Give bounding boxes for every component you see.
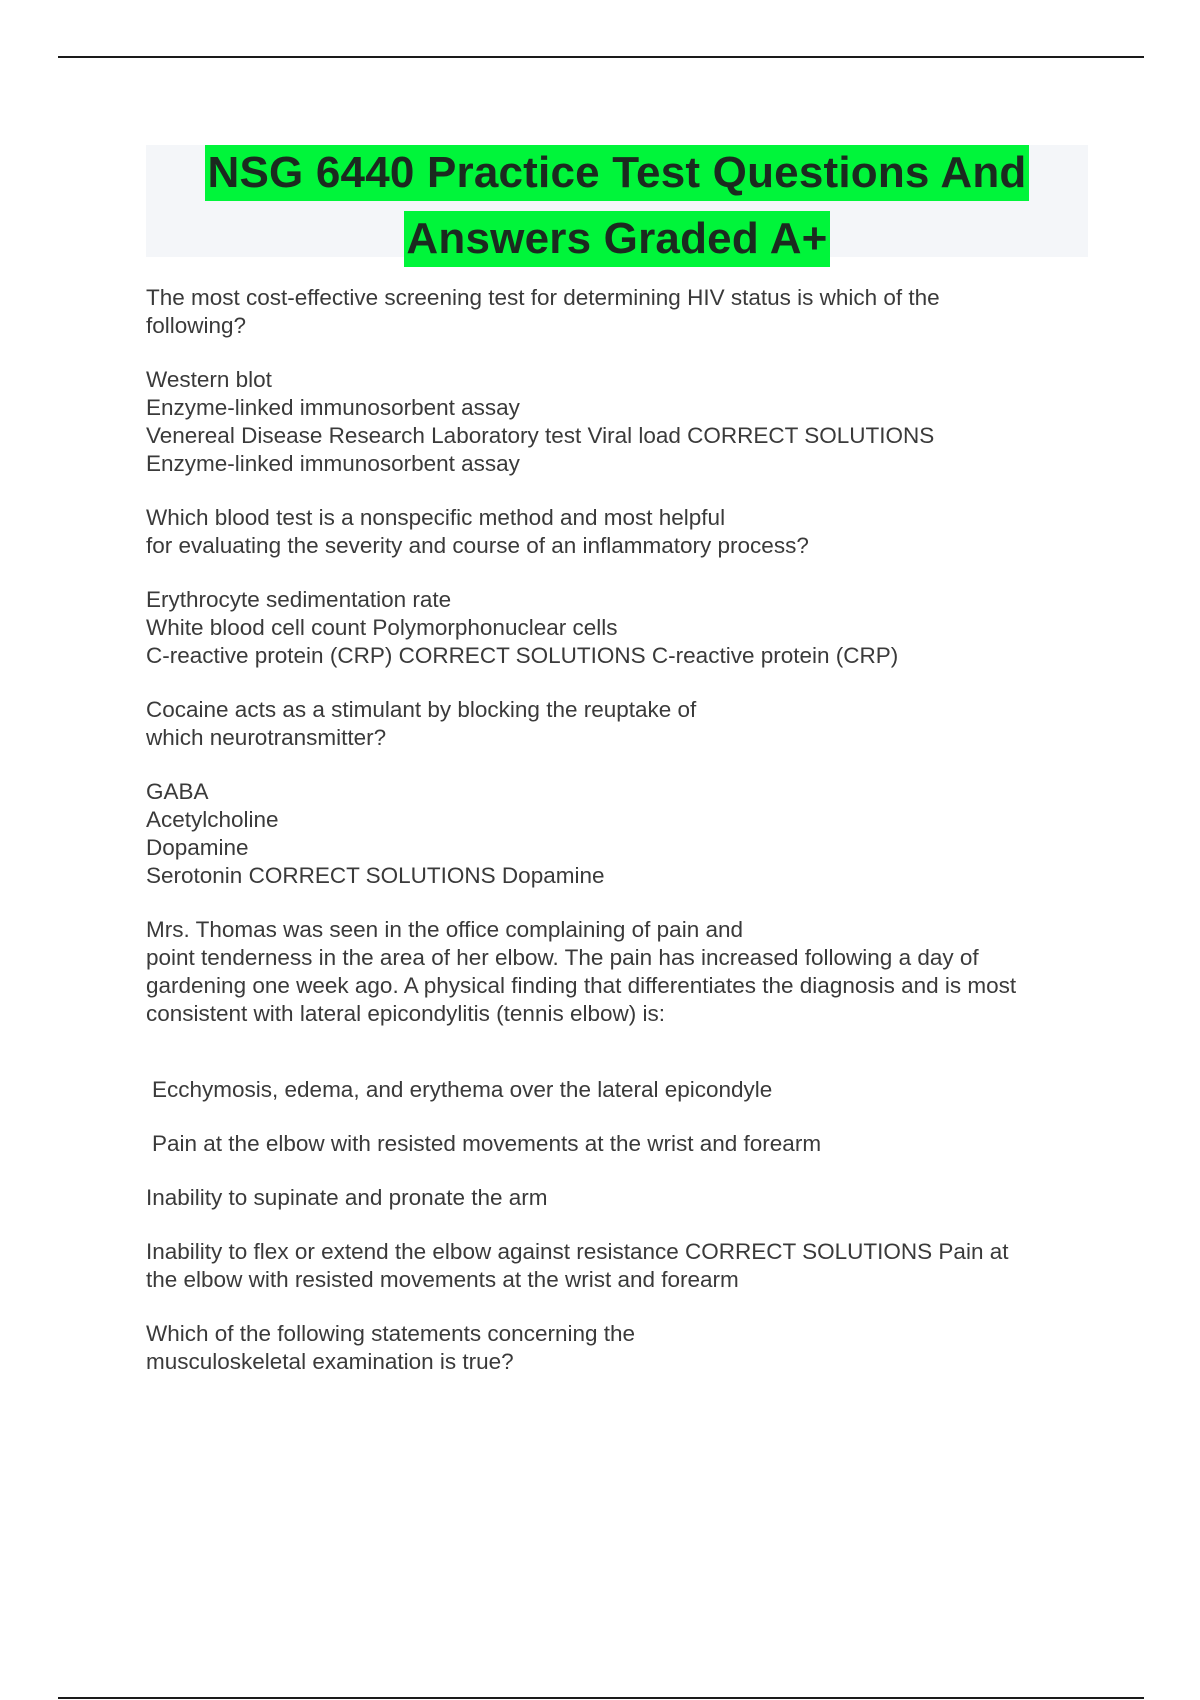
question-text: Which of the following statements concerning the [146, 1321, 636, 1346]
answer-option: Western blot [146, 367, 272, 392]
bottom-rule [58, 1697, 1144, 1699]
question-text: consistent with lateral epicondylitis (tennis elbow) is: [146, 1001, 665, 1026]
question-text: Mrs. Thomas was seen in the office complaining of pain and [146, 917, 743, 942]
answer-option: GABA [146, 779, 209, 804]
answer-option: White blood cell count Polymorphonuclear cells [146, 615, 618, 640]
answers-2 [146, 586, 1106, 670]
question-text: following? [146, 313, 247, 338]
answers-1 [146, 366, 1106, 478]
answer-option: Erythrocyte sedimentation rate [146, 587, 452, 612]
document-title [146, 145, 1088, 263]
question-2 [146, 504, 1106, 560]
title-line-1: NSG 6440 Practice Test Questions And [205, 145, 1028, 201]
document-body [146, 284, 1106, 1402]
answer-option: C-reactive protein (CRP) CORRECT SOLUTIONS C-reactive protein (CRP) [146, 643, 899, 668]
question-text: for evaluating the severity and course of an inflammatory process? [146, 533, 809, 558]
title-line-2: Answers Graded A+ [404, 211, 829, 267]
answer-option-4a: Ecchymosis, edema, and erythema over the lateral epicondyle [152, 1077, 773, 1102]
question-text: which neurotransmitter? [146, 725, 387, 750]
question-3 [146, 696, 1106, 752]
question-5 [146, 1320, 1106, 1376]
question-4 [146, 916, 1106, 1028]
answer-option: Venereal Disease Research Laboratory test Viral load CORRECT SOLUTIONS [146, 423, 935, 448]
top-rule [58, 56, 1144, 58]
question-text: musculoskeletal examination is true? [146, 1349, 514, 1374]
answer-option: Acetylcholine [146, 807, 279, 832]
answer-option: Enzyme-linked immunosorbent assay [146, 395, 520, 420]
question-text: gardening one week ago. A physical finding that differentiates the diagnosis and is most [146, 973, 1017, 998]
answers-3 [146, 778, 1106, 890]
answer-option: Serotonin CORRECT SOLUTIONS Dopamine [146, 863, 605, 888]
answer-option-4c: Inability to supinate and pronate the arm [146, 1185, 548, 1210]
answer-option-4d: Inability to flex or extend the elbow against resistance CORRECT SOLUTIONS Pain at the elbow with resisted movements at the wrist and forearm [146, 1239, 1009, 1292]
question-text: point tenderness in the area of her elbow. The pain has increased following a day of [146, 945, 979, 970]
question-1 [146, 284, 1106, 340]
answer-option: Dopamine [146, 835, 249, 860]
question-text: Cocaine acts as a stimulant by blocking the reuptake of [146, 697, 697, 722]
question-text: The most cost-effective screening test for determining HIV status is which of the [146, 285, 940, 310]
question-text: Which blood test is a nonspecific method and most helpful [146, 505, 726, 530]
answer-option: Enzyme-linked immunosorbent assay [146, 451, 520, 476]
answer-option-4b: Pain at the elbow with resisted movements at the wrist and forearm [152, 1131, 822, 1156]
